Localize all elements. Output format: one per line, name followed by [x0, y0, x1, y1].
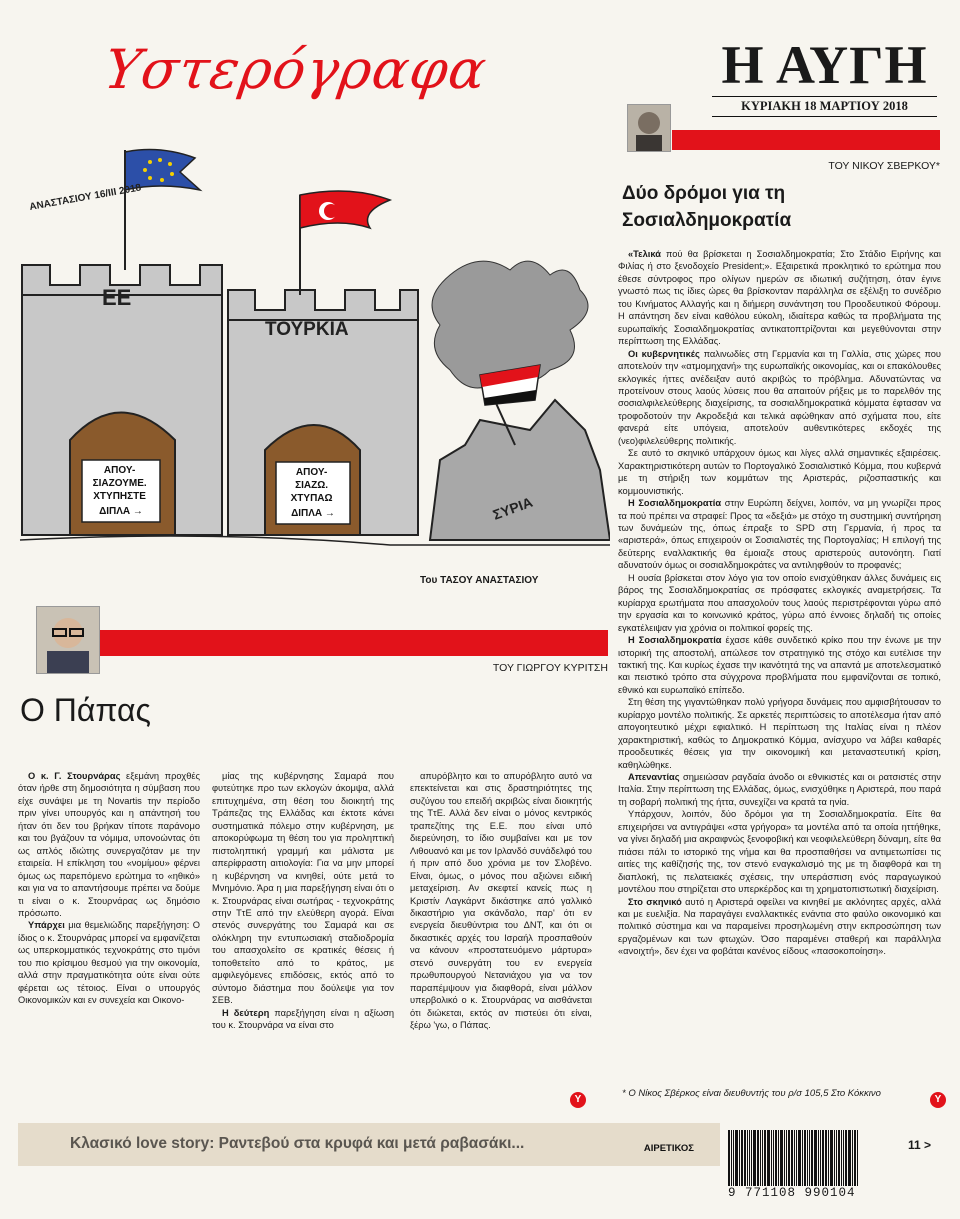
barcode-bar [749, 1130, 750, 1186]
turkey-tower-label: ΤΟΥΡΚΙΑ [265, 319, 349, 340]
author-portrait-sverkos [627, 104, 671, 152]
paragraph [18, 919, 200, 1006]
barcode-bar [780, 1130, 783, 1186]
paragraph [618, 497, 941, 572]
barcode-bar [786, 1130, 787, 1186]
left-byline: ΤΟΥ ΓΙΩΡΓΟΥ ΚΥΡΙΤΣΗ [492, 662, 608, 674]
teaser-brand: ΑΙΡΕΤΙΚΟΣ [643, 1143, 694, 1154]
eu-tower-label: ΕΕ [102, 285, 132, 310]
barcode-bar [757, 1130, 759, 1186]
paragraph-text: απυρόβλητο και το απυρόβλητο αυτό να επεκτείνεται και στις δραστηριότητες της συζύγου του επειδή ακριβώς είναι διοικητής της ΤτΕ. Αλλά δεν είναι ο μόνος κεντρικός τραπεζίτης της Ε.Ε. που είναι υπό διερεύνηση, το ίδιο συμβαίνει και με τον Λιθουανό και με τον Ιρλανδό συνάδελφό του ή πριν από δυο χρόνια με τον Σλοβένο. Είναι, όμως, ο μόνος που αξιώνει ειδική μεταχείριση. Αν σκεφτεί κανείς πως η Κριστίν Λαγκάρντ δικάστηκε από γαλλικό δικαστήριο για σκάνδαλο, παρ' ότι εν ενεργεία διευθύντρια του ΔΝΤ, και ότι οι δικαστικές αρχές του Ισραήλ προσπαθούν να κάνουν «προστατευόμενο μάρτυρα» στενό συνεργάτη του εν ενεργεία πρωθυπουργού Νετανιάχου για να τον παραπέμψουν για διαφθορά, είναι μάλλον υπερβολικό ο κ. Στουρνάρας να αισθάνεται ότι διώκεται, εκτός αν πιστεύει ότι είναι, ξέρω 'γω, ο Πάπας. [410, 771, 592, 1031]
paragraph-text: Η ουσία βρίσκεται στον λόγο για τον οποίο ενισχύθηκαν άλλες δυνάμεις εις βάρος της Σοσιαλδημοκρατίας σε πρόσφατες εκλογικές αναμετρήσεις. Τα κυρίαρχα ερωτήματα που απασχολούν τους λαούς περιστρέφονται γύρω από την εργασία και το κοινωνικό κράτος, γύρω από έννοιες δηλαδή τις οποίες εγκατέλειψαν για χρόνια οι πολιτικοί φορείς της. [618, 572, 941, 633]
paragraph-lead: Στο σκηνικό [628, 896, 682, 907]
paragraph-lead: Απεναντίας [628, 772, 680, 783]
barcode-bar [798, 1130, 801, 1186]
left-byline-bar [100, 630, 608, 656]
right-byline-bar [672, 130, 940, 150]
paragraph-lead: Η Σοσιαλδημοκρατία [628, 635, 722, 646]
left-article-col3 [410, 770, 592, 1032]
right-article-title: Δύο δρόμοι για τη Σοσιαλδημοκρατία [622, 183, 792, 231]
paragraph-lead: Ο κ. Γ. Στουρνάρας [28, 771, 121, 781]
masthead-date: ΚΥΡΙΑΚΗ 18 ΜΑΡΤΙΟΥ 2018 [712, 96, 937, 117]
barcode-bar [852, 1130, 853, 1186]
cartoon [10, 100, 610, 575]
barcode-bar [854, 1130, 856, 1186]
barcode-bar [775, 1130, 777, 1186]
bottom-teaser-strip [18, 1123, 720, 1166]
section-title: Υστερόγραφα [100, 38, 491, 101]
barcode-bar [794, 1130, 795, 1186]
barcode-bar [848, 1130, 851, 1186]
barcode-bar [747, 1130, 748, 1186]
barcode-bar [762, 1130, 763, 1186]
masthead [712, 35, 937, 117]
barcode-bar [728, 1130, 730, 1186]
barcode-bar [820, 1130, 821, 1186]
paragraph [618, 447, 941, 497]
eu-sign-line: ΧΤΥΠΗΣΤΕ [93, 491, 146, 502]
teaser-text: Κλασικό love story: Ραντεβού στα κρυφά και μετά ραβασάκι... [70, 1135, 525, 1152]
left-article-col2 [212, 770, 394, 1032]
turkey-flag [300, 191, 390, 228]
paragraph-text: παρεξήγηση είναι η αξίωση του κ. Στουρνάρα να είναι στο [212, 1007, 394, 1031]
paragraph-text: μια θεμελιώδης παρεξήγηση: Ο ίδιος ο κ. Στουρνάρας μπορεί να εμφανίζεται ως υπερκομματικός τεχνοκράτης στο τιμόνι του πιο κρίσιμου θεσμού για την οικονομία, αλλά στην πραγματικότητα ούτε είναι ούτε φέρεται ως τέτοιος. Είναι ο υπουργός Οικονομικών και εν συνεχεία και Οικονο- [18, 920, 200, 1006]
barcode-bar [818, 1130, 819, 1186]
barcode-bar [845, 1130, 847, 1186]
barcode-bar [822, 1130, 824, 1186]
paragraph-text: Υπάρχουν, λοιπόν, δύο δρόμοι για τη Σοσιαλδημοκρατία. Είτε θα επιχειρήσει να αντιγράψει «στα γρήγορα» τα μοντέλα από τα οποία ηττήθηκε, να γίνει δηλαδή μια ακραιφνώς ξενοφοβική και νεοφιλελεύθερη δύναμη, είτε θα πιάσει πάλι το ιστορικό της νήμα και θα προσπαθήσει να αντιμετωπίσει τις αιτίες της καθίζησής της, τον στενό εναγκαλισμό της με τη διαφθορά και τη διαπλοκή, τις πελατειακές σχέσεις, την υπεράσπιση ενός παραγωγικού μοντέλου που στηρίζεται στο υπερκέρδος και τη χρηματοπιστωτική διαχείριση. [618, 809, 941, 895]
barcode-bar [767, 1130, 770, 1186]
barcode-bar [838, 1130, 840, 1186]
barcode-bar [733, 1130, 734, 1186]
masthead-name: Η ΑΥΓΗ [721, 35, 928, 95]
paragraph-lead: Η δεύτερη [222, 1007, 270, 1018]
barcode-bar [735, 1130, 738, 1186]
barcode-bar [751, 1130, 752, 1186]
barcode-bar [778, 1130, 779, 1186]
barcode-bar [773, 1130, 774, 1186]
paragraph-lead: «Τελικά [628, 249, 661, 259]
barcode-bar [791, 1130, 793, 1186]
end-mark-icon: Y [570, 1092, 586, 1108]
eu-sign-line: ΔΙΠΛΑ → [99, 506, 143, 517]
rubble [430, 400, 610, 540]
paragraph [618, 696, 941, 771]
barcode-bar [836, 1130, 837, 1186]
paragraph [212, 1007, 394, 1032]
barcode-bar [788, 1130, 790, 1186]
page-number: 11 > [908, 1138, 932, 1152]
paragraph-text: πού θα βρίσκεται η Σοσιαλδημοκρατία; Στο Στάδιο Ειρήνης και Φιλίας ή στο ξενοδοχείο President;». Εξαιρετικά προκλητικό το ερώτημα που έθεσε σύντροφος προ ολίγων ημερών σε ιδιωτική συζήτηση, όταν έγινε γνωστό πως τις ίδιες ώρες θα βρίσκονταν παράλληλα σε εξέλιξη το συνέδριο του Κινήματος Αλλαγής και η διήμερη συνάντηση του Προοδευτικού Φόρουμ. Η απάντηση δεν είναι καθόλου εύκολη, ιδιαίτερα καθώς τα προβλήματα της ευρωπαϊκής Σοσιαλδημοκρατίας αντικατοπτρίζονται και μεγεθύνονται στην περίπτωση της Ελλάδας. [618, 249, 941, 347]
barcode-bar [802, 1130, 803, 1186]
paragraph-text: έχασε κάθε συνδετικό κρίκο που την ένωνε με την ιστορική της αποστολή, απώλεσε τον στρατηγικό της στόχο και ευτέλισε την τακτική της. Και κυρίως έχασε την ικανότητά της να απαντά με αποτελεσματικό και πειστικό τρόπο στα σύγχρονα προβλήματα που εμφανίζονται σε τοπικό, εθνικό και ευρωπαϊκό επίπεδο. [618, 635, 941, 695]
barcode-bar [731, 1130, 732, 1186]
paragraph-text: Σε αυτό το σκηνικό υπάρχουν όμως και λίγες αλλά σημαντικές εξαιρέσεις. Χαρακτηριστικότερη αυτών το Πορτογαλικό Σοσιαλιστικό Κόμμα, που κυβερνά με τη στήριξη των κομμάτων της Αριστεράς, ριζοσπαστικής και κομμουνιστικής. [618, 448, 941, 496]
paragraph-text: αυτό η Αριστερά οφείλει να κινηθεί με ακλόνητες αρχές, αλλά και με ευελιξία. Να παραγάγει εναλλακτικές ενάντια στο φαύλο οικονομικό και πολιτικό σύστημα και να παραμείνει προσηλωμένη στην εκπροσώπηση των εργαζομένων και των φτωχών. Όσο παραμένει σταθερή και παράλληλα «ανοιχτή», δεν έχει να φοβάται κανένος είδους «πασοκοποίηση». [618, 896, 941, 957]
paragraph [618, 896, 941, 958]
cartoon-signature: ΑΝΑΣΤΑΣΙΟΥ 16/III 2018 [28, 182, 143, 213]
end-mark-icon: Y [930, 1092, 946, 1108]
smoke-cloud [432, 261, 588, 388]
cartoon-illustration [10, 100, 610, 575]
turkey-sign-line: ΧΤΥΠΑΩ [290, 493, 333, 504]
paragraph [212, 770, 394, 1007]
eu-sign-line: ΑΠΟΥ- [103, 465, 136, 476]
turkey-sign-line: ΑΠΟΥ- [295, 467, 328, 478]
svg-text:ΑΠΟΥ- ΣΙΑΖΩ. ΧΤΥΠΑ [291, 467, 336, 519]
right-footnote: * Ο Νίκος Σβέρκος είναι διευθυντής του ρ/σ 105,5 Στο Κόκκινο [622, 1088, 881, 1099]
barcode-bar [809, 1130, 810, 1186]
barcode-bars [728, 1130, 938, 1186]
barcode-bar [741, 1130, 743, 1186]
paragraph-text: μίας της κυβέρνησης Σαμαρά που φυτεύτηκε προ των εκλογών άκομψα, αλλά επιτυχημένα, στη θέση του διοικητή της Τράπεζας της Ελλάδας και έκτοτε κάνει συστηματικά πόλεμο στην κυβέρνηση, με αποκορύφωμα τη θέση του για προληπτική πιστοληπτική γραμμή και μάλιστα με απερίφραστη αιτιολογία: Για να μην μπορεί η κυβέρνηση να κινηθεί, ούτε μετά το Μνημόνιο. Άρα η μια παρεξήγηση είναι ότι ο κ. Στουρνάρας είναι σωτήρας - τεχνοκράτης στην ΤτΕ από την ελεύθερη αγορά. Είναι στενός συνεργάτης του Σαμαρά και σε ολόκληρη την εντυπωσιακή σταδιοδρομία του απασχολείτο σε κρατικές θέσεις ή τοποθετείτο από το κράτος, με αμφιλεγόμενες επιδόσεις, εκτός από το σύντομο διάστημα που δούλεψε για τον ΣΕΒ. [212, 771, 394, 1006]
barcode-bar [857, 1130, 858, 1186]
turkey-sign-line: ΣΙΑΖΩ. [295, 480, 329, 491]
turkey-sign-line: ΔΙΠΛΑ → [291, 508, 335, 519]
barcode-bar [834, 1130, 835, 1186]
right-article-body [618, 248, 941, 958]
barcode-bar [796, 1130, 797, 1186]
paragraph [410, 770, 592, 1032]
paragraph-text: στην Ευρώπη δείχνει, λοιπόν, να μη γνωρίζει προς τα πού πρέπει να στραφεί: Προς τα «δεξιά» με στόχο τη συστημική συντήρηση των δυνάμεών της, όπως έπραξε το SPD στη Γερμανία, ή προς τα «αριστερά», όπως επιχειρούν οι Σοσιαλιστές της Πορτογαλίας; Η επιλογή της δεύτερης εναλλακτικής θα έμοιαζε στους αριστερούς αυτονόητη. Γιατί αδυνατούν όμως οι σοσιαλδημοκράτες να αντιληφθούν το προφανές; [618, 498, 941, 571]
paragraph [618, 348, 941, 448]
barcode-bar [753, 1130, 756, 1186]
barcode-bar [784, 1130, 785, 1186]
paragraph-text: Στη θέση της γιγαντώθηκαν πολύ γρήγορα δυνάμεις που αμφισβήτουσαν το κυρίαρχο μοντέλο πολιτικής. Σε αρκετές περιπτώσεις το αποτέλεσμα ήταν από απογοητευτικό μέχρι εφιαλτικό. Η περίπτωση της Ιταλίας είναι η πλέον χαρακτηριστική, καθώς το Δημοκρατικό Κόμμα, ανίσχυρο να λάβει καθαρές προοδευτικές θέσεις για την οικονομική και μεταναστευτική κρίση, καθηλώθηκε. [618, 697, 941, 770]
barcode-bar [828, 1130, 829, 1186]
barcode-bar [830, 1130, 833, 1186]
paragraph [618, 808, 941, 895]
paragraph-lead: Οι κυβερνητικές [628, 348, 700, 359]
paragraph-text: παλινωδίες στη Γερμανία και τη Γαλλία, στις χώρες που αποτελούν την «ατμομηχανή» της ευρωπαϊκής οικονομίας, και οι επακόλουθες εκλογικές ήττες ανέδειξαν αυτό ακριβώς το πρόβλημα. Αδυνατώντας να προτείνουν στους λαούς λύσεις που θα απαιτούν ρήξεις με το παρελθόν της σοσιαλφιλελεύθερης διαχείρισης, τα σοσιαλδημοκρατικά κόμματα έφτασαν να τροφοδοτούν την Ακροδεξιά και τελικά αφώθηκαν από σχήματα που, είτε φανερά είτε υπόγεια, αποτελούν αυθεντικότερες εκδοχές της (νεο)φιλελεύθερης πολιτικής. [618, 348, 941, 446]
barcode-bar [771, 1130, 772, 1186]
barcode-number: 9 771108 990104 [728, 1186, 856, 1200]
barcode [728, 1130, 938, 1200]
paragraph [18, 770, 200, 919]
paragraph-text: σημειώσαν ραγδαία άνοδο οι εθνικιστές και οι ρατσιστές στην Ιταλία. Στην περίπτωση της Ελλάδας, όμως, ενισχύθηκε η Αριστερά, που παρά τη σοβαρή πολιτική της ήττα, συνεχίζει να κρατά τα ηνία. [618, 772, 941, 807]
barcode-bar [807, 1130, 808, 1186]
author-portrait-kyritsis [36, 606, 100, 674]
paragraph-text: εξεμάνη προχθές όταν ήρθε στη δημοσιότητα η σύμβαση που είχε συνάψει με τη Novartis την περίοδο πριν γίνει υπουργός και η απάντησή του ήταν ότι δεν του βρήκαν τίποτε παράνομο και του βγάζουν τα νόμιμα, υπονοώντας ότι ως απλός ιδιώτης συνεργαζόταν με την εταιρεία. Η επίκληση του «νομίμου» φέρνει όμως ως παρεπόμενο ερώτημα το «ηθικό» και για να το απαντήσουμε πρέπει να δούμε τι είναι ο κ. Στουρνάρας ως δημόσιο πρόσωπο. [18, 771, 200, 918]
barcode-bar [843, 1130, 844, 1186]
left-article-col1 [18, 770, 200, 1007]
eu-sign-line: ΣΙΑΖΟΥΜΕ. [92, 478, 147, 489]
left-article-title: Ο Πάπας [20, 692, 151, 728]
barcode-bar [760, 1130, 761, 1186]
paragraph [618, 248, 941, 348]
barcode-bar [764, 1130, 766, 1186]
paragraph-lead: Υπάρχει [28, 920, 65, 931]
syria-label: ΣΥΡΙΑ [490, 493, 535, 523]
barcode-bar [744, 1130, 746, 1186]
paragraph-lead: Η Σοσιαλδημοκρατία [628, 498, 722, 509]
barcode-bar [814, 1130, 817, 1186]
barcode-bar [804, 1130, 806, 1186]
barcode-bar [739, 1130, 740, 1186]
cartoon-caption: Του ΤΑΣΟΥ ΑΝΑΣΤΑΣΙΟΥ [420, 575, 539, 586]
right-byline: ΤΟΥ ΝΙΚΟΥ ΣΒΕΡΚΟΥ* [828, 160, 940, 172]
barcode-bar [825, 1130, 827, 1186]
barcode-bar [811, 1130, 813, 1186]
paragraph [618, 634, 941, 696]
paragraph [618, 771, 941, 808]
barcode-bar [841, 1130, 842, 1186]
paragraph [618, 572, 941, 634]
